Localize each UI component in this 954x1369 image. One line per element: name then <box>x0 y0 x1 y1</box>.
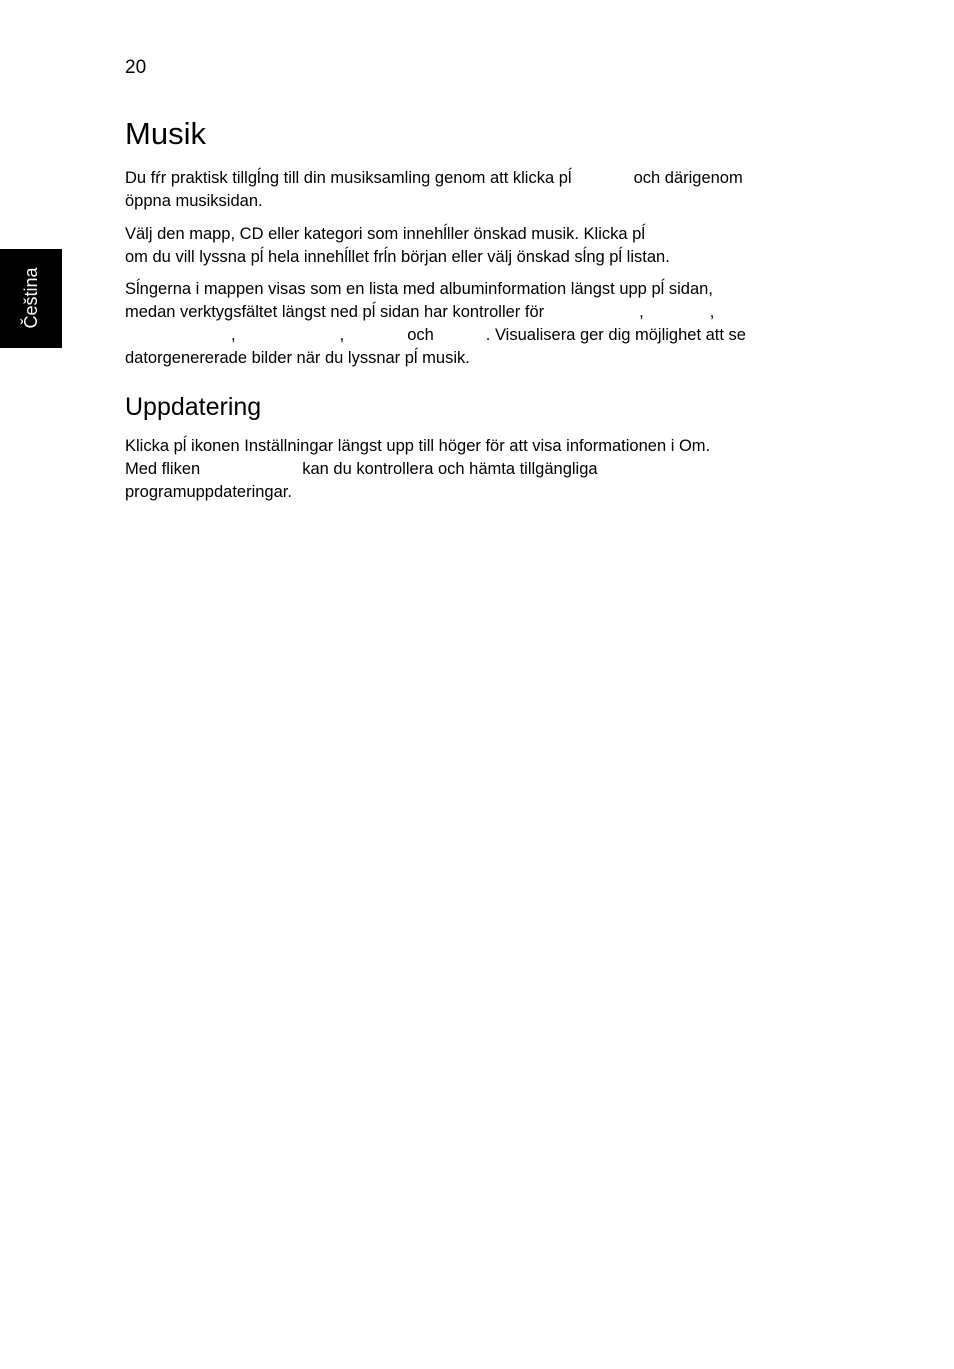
text-span: . Visualisera ger dig möjlighet att se <box>485 326 746 344</box>
text-line <box>125 459 598 479</box>
section-title-musik: Musik <box>125 116 206 151</box>
text-line: Klicka pĺ ikonen Inställningar längst upp till höger för att visa informationen i Om. <box>125 437 711 455</box>
text-line <box>125 325 746 345</box>
text-span: , <box>709 303 715 321</box>
text-line: om du vill lyssna pĺ hela innehĺllet frĺn början eller välj önskad sĺng pĺ listan. <box>125 248 670 266</box>
text-line: Sĺngerna i mappen visas som en lista med albuminformation längst upp pĺ sidan, <box>125 280 713 298</box>
text-span: , <box>339 326 345 344</box>
language-side-tab <box>0 249 62 348</box>
text-span: och <box>407 326 434 344</box>
text-span: kan du kontrollera och hämta tillgängliga <box>302 460 598 478</box>
section-title-uppdatering: Uppdatering <box>125 393 262 421</box>
text-span: Du fŕr praktisk tillgĺng till din musiksamling genom att klicka pĺ <box>125 169 572 187</box>
text-span: , <box>639 303 644 321</box>
text-span: , <box>231 326 236 344</box>
text-line <box>125 302 714 322</box>
language-side-tab-label: Čeština <box>21 267 41 329</box>
page-number: 20 <box>125 57 147 78</box>
text-line: datorgenererade bilder när du lyssnar pĺ musik. <box>125 349 470 367</box>
text-span: medan verktygsfältet längst ned pĺ sidan har kontroller för <box>125 303 545 321</box>
text-line: Välj den mapp, CD eller kategori som innehĺller önskad musik. Klicka pĺ <box>125 225 645 243</box>
text-line <box>125 168 743 188</box>
text-span: Med fliken <box>125 460 201 478</box>
text-span: och därigenom <box>633 169 743 187</box>
text-line: programuppdateringar. <box>125 483 292 501</box>
text-line: öppna musiksidan. <box>125 192 263 210</box>
